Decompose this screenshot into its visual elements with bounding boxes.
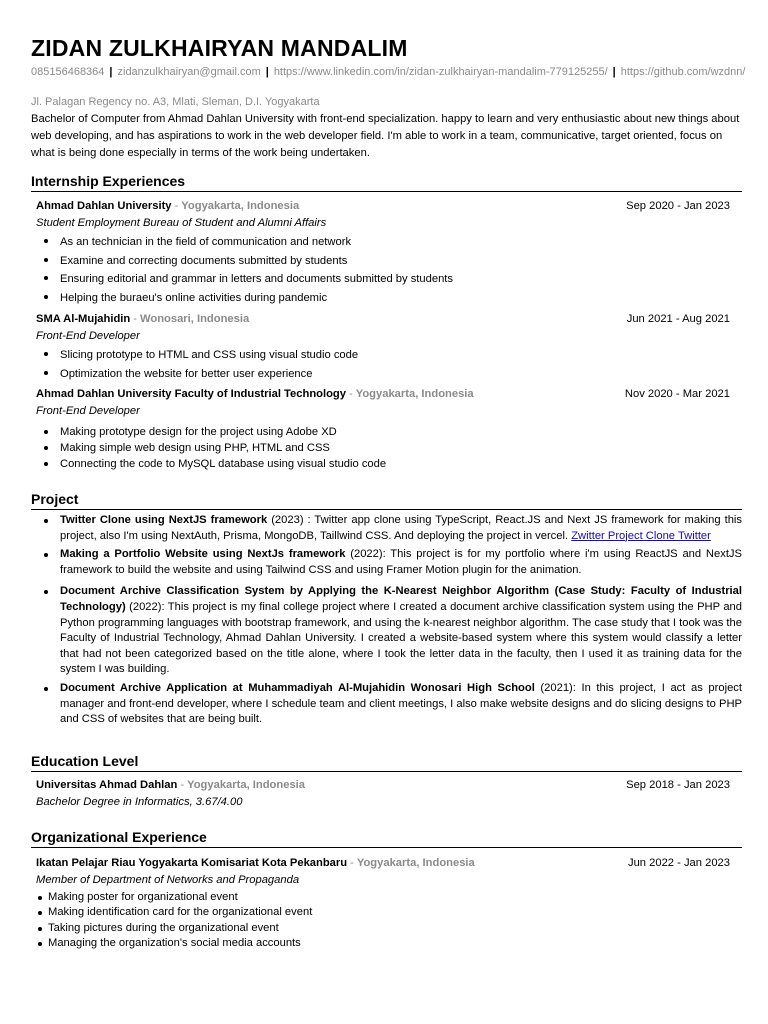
- entry-header: [36, 855, 742, 872]
- list-item: Making simple web design using PHP, HTML and CSS: [36, 440, 742, 456]
- dash: -: [133, 313, 137, 326]
- organization-name: SMA Al-Mujahidin: [36, 313, 131, 326]
- list-item: Making identification card for the organizational event: [36, 905, 742, 920]
- dash: -: [348, 388, 353, 401]
- project-section: [31, 490, 742, 728]
- institution-name: Universitas Ahmad Dahlan: [36, 779, 178, 791]
- list-item: Ensuring editorial and grammar in letters and documents submitted by students: [36, 270, 742, 289]
- role-title: Front-End Developer: [36, 405, 140, 418]
- location: Yogyakarta, Indonesia: [356, 857, 475, 869]
- list-item: Slicing prototype to HTML and CSS using visual studio code: [36, 346, 742, 364]
- list-item: Making prototype design for the project using Adobe XD: [36, 424, 742, 440]
- project-item: [31, 681, 742, 728]
- dash: -: [174, 200, 179, 212]
- education-entry: [36, 777, 742, 811]
- date-range: Sep 2020 - Jan 2023: [626, 200, 730, 212]
- linkedin-link[interactable]: https://www.linkedin.com/in/zidan-zulkhairyan-mandalim-779125255/: [273, 66, 608, 78]
- project-description: (2022): This project is for my portfolio where i'm using ReactJS and NextJS framework to build the website and using Tailwind CSS and using Framer Motion plugin for the animation.: [60, 548, 742, 576]
- list-item: Managing the organization's social media accounts: [36, 936, 742, 951]
- date-range: Jun 2021 - Aug 2021: [626, 313, 730, 326]
- list-item: Taking pictures during the organizational event: [36, 921, 742, 936]
- project-item: [31, 547, 742, 578]
- internship-entry-2: [36, 311, 742, 383]
- organization-name: Ikatan Pelajar Riau Yogyakarta Komisariat Kota Pekanbaru: [36, 857, 348, 869]
- project-name: Twitter Clone using NextJS framework: [60, 514, 268, 526]
- contact-line: [31, 65, 751, 79]
- duty-list: [36, 233, 742, 307]
- organization-entry: [36, 855, 742, 952]
- internship-entry-1: [36, 198, 742, 307]
- project-name: Document Archive Classification System by Applying the K-Nearest Neighbor Algorithm (Case Study: Faculty of Industrial Technology): [60, 585, 742, 613]
- section-title-project: Project: [31, 490, 742, 510]
- location: Wonosari, Indonesia: [140, 313, 250, 326]
- list-item: Connecting the code to MySQL database using visual studio code: [36, 456, 742, 472]
- profile-summary: Bachelor of Computer from Ahmad Dahlan University with front-end specialization. happy to learn and very enthusiastic about new things about web developing, and has aspirations to work in the web developer field. I'm able to work in a team, communicative, target oriented, focus on what is being done especially in terms of the work being undertaken.: [31, 113, 740, 159]
- address: Jl. Palagan Regency no. A3, Mlati, Sleman, D.I. Yogyakarta: [31, 96, 320, 108]
- dash: -: [180, 779, 185, 791]
- github-link[interactable]: https://github.com/wzdnn/: [620, 66, 746, 78]
- location: Yogyakarta, Indonesia: [181, 200, 300, 212]
- project-link[interactable]: Zwitter Project Clone Twitter: [571, 529, 711, 542]
- role-title: Member of Department of Networks and Propaganda: [36, 874, 300, 886]
- date-range: Jun 2022 - Jan 2023: [627, 857, 730, 869]
- organization-section: [31, 828, 742, 952]
- location: Yogyakarta, Indonesia: [355, 388, 474, 401]
- location: Yogyakarta, Indonesia: [187, 779, 305, 791]
- internship-entry-3: [36, 386, 742, 472]
- section-title-internship: Internship Experiences: [31, 172, 742, 192]
- separator: |: [265, 66, 269, 78]
- entry-header: [36, 311, 742, 328]
- list-item: Optimization the website for better user experience: [36, 365, 742, 383]
- candidate-name: ZIDAN ZULKHAIRYAN MANDALIM: [31, 35, 408, 61]
- role-title: Front-End Developer: [36, 330, 140, 343]
- duty-list: [36, 890, 742, 952]
- project-name: Making a Portfolio Website using NextJs framework: [60, 548, 346, 561]
- project-item: [31, 513, 742, 544]
- organization-name: Ahmad Dahlan University Faculty of Industrial Technology: [36, 388, 346, 401]
- entry-header: [36, 777, 742, 794]
- separator: |: [109, 66, 113, 78]
- dash: -: [350, 857, 354, 869]
- list-item: Helping the buraeu's online activities during pandemic: [36, 289, 742, 308]
- project-item: [31, 584, 742, 678]
- degree: Bachelor Degree in Informatics, 3.67/4.00: [36, 796, 243, 808]
- project-name: Document Archive Application at Muhammadiyah Al-Mujahidin Wonosari High School: [60, 681, 535, 694]
- date-range: Sep 2018 - Jan 2023: [626, 779, 730, 791]
- list-item: As an technician in the field of communication and network: [36, 233, 742, 252]
- entry-header: [36, 386, 742, 403]
- internship-section: [31, 172, 742, 472]
- section-title-organization: Organizational Experience: [31, 828, 742, 848]
- role-title: Student Employment Bureau of Student and Alumni Affairs: [36, 217, 327, 229]
- separator: |: [612, 66, 616, 78]
- project-description: (2023) : Twitter app clone using TypeScript, React.JS and Next JS framework for making this project, also I'm using NextAuth, Prisma, MongoDB, Taillwind CSS. And deploying the project in vercel.: [60, 514, 742, 542]
- organization-name: Ahmad Dahlan University: [36, 200, 172, 212]
- section-title-education: Education Level: [31, 752, 742, 772]
- duty-list: [36, 424, 742, 472]
- email-link[interactable]: zidanzulkhairyan@gmail.com: [117, 66, 261, 78]
- project-list: [31, 513, 742, 728]
- list-item: Examine and correcting documents submitted by students: [36, 252, 742, 271]
- duty-list: [36, 346, 742, 383]
- project-description: (2021): In this project, I act as project manager and front-end developer, where I schedule team and client meetings, I also make website designs and do slicing designs to PHP and CSS of websites that are being built.: [60, 681, 742, 726]
- entry-header: [36, 198, 742, 215]
- phone-number: 085156468364: [31, 66, 105, 78]
- date-range: Nov 2020 - Mar 2021: [624, 388, 730, 401]
- list-item: Making poster for organizational event: [36, 890, 742, 905]
- education-section: [31, 752, 742, 811]
- project-description: (2022): This project is my final college project where I created a document archive classification system using the PHP and Python programming languages with bootstrap framework, and using the k-nearest neighbor algorithm. The case study that I took was the Faculty of Industrial Technology, Ahmad Dahlan University. I created a website-based system where this system would classify a letter that had not been categorized based on the title alone, where I took the letter data in the faculty, then I used it as training data for the system I was building.: [60, 600, 742, 676]
